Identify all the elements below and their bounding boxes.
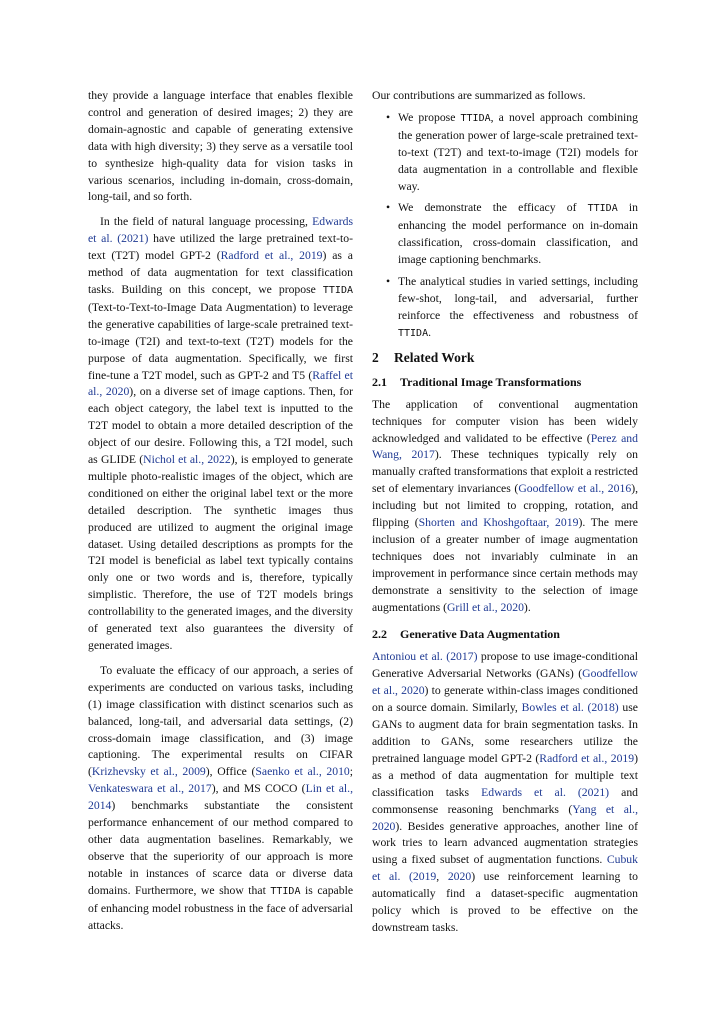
citation-link[interactable]: Raffel et al., 2020 (88, 368, 353, 399)
contributions-list (372, 110, 638, 343)
contributions-intro: Our contributions are summarized as follows. (372, 89, 586, 102)
text-run: ) as a method of data augmentation for text classification tasks. Building on this concept, we propose (88, 249, 353, 296)
list-item (372, 110, 638, 196)
citation-link[interactable]: Bowles et al. (2018) (521, 701, 619, 715)
text-run: propose to use image-conditional Generative Adversarial Networks (GANs) ( (372, 650, 638, 681)
paragraph-nlp-augmentation (88, 214, 353, 655)
method-name: TTIDA (587, 203, 618, 215)
bullet-icon: • (386, 110, 391, 124)
citation-link[interactable]: Edwards et al. (2021) (88, 215, 353, 246)
text-run: To evaluate the efficacy of our approach, a series of experiments are conducted on various tasks, including (1) image classification with distinct scenarios such as balanced, long-tail, and adversarial data settings, (2) cross-domain image classification, and (3) image captioning. The experimental results on CIFAR ( (88, 663, 353, 779)
citation-link[interactable]: Radford et al., 2019 (539, 751, 635, 765)
citation-link[interactable]: Nichol et al., 2022 (143, 453, 231, 467)
subsection-heading-generative (372, 626, 638, 643)
citation-link[interactable]: 2020 (447, 870, 472, 884)
citation-link[interactable]: Radford et al., 2019 (220, 249, 323, 263)
method-name: TTIDA (460, 112, 491, 124)
text-run: ) use reinforcement learning to automatically find a dataset-specific augmentation policy which is proved to be effective on the downstream tasks. (372, 870, 639, 934)
paragraph-intro-list (88, 88, 353, 206)
citation-link[interactable]: Saenko et al., 2010 (255, 765, 350, 779)
text-run: We propose (398, 110, 461, 124)
text-run: (Text-to-Text-to-Image Data Augmentation) to leverage the generative capabilities of large-scale pretrained text-to-image (T2I) and text-to-text (T2T) models for the purpose of data augmentation. Specifically, we first fine-tune a T2T model, such as GPT-2 and T5 ( (88, 300, 353, 382)
list-item (372, 274, 638, 343)
method-name: TTIDA (322, 284, 353, 296)
list-item (372, 200, 638, 269)
text-run: in enhancing the model performance on in-domain classification, cross-domain classification, and image captioning benchmarks. (398, 201, 638, 267)
citation-link[interactable]: Venkateswara et al., 2017 (88, 782, 212, 796)
text-run: , a novel approach combining the generation power of large-scale pretrained text-to-text (T2T) and text-to-image (T2I) models for data augmentation in a controllable and flexible way. (398, 110, 638, 193)
text-run: ; (349, 765, 354, 779)
text-run: ). Besides generative approaches, another line of work tries to learn advanced augmentation strategies using a fixed subset of augmentation functions. (372, 819, 638, 867)
text-run: ), Office ( (205, 765, 256, 779)
citation-link[interactable]: Grill et al., 2020 (446, 600, 524, 614)
bullet-icon: • (386, 201, 391, 215)
citation-link[interactable]: Cubuk et al. (2019 (372, 853, 638, 884)
text-run: , (436, 870, 448, 884)
bullet-icon: • (386, 275, 391, 289)
text-run: ) as a method of data augmentation for multiple text classification tasks (372, 751, 639, 799)
subsection-title: Generative Data Augmentation (400, 627, 560, 642)
paragraph-generative-augmentation (372, 649, 638, 936)
text-run: ). The mere inclusion of a greater number of image augmentation techniques does not invariably culminate in an improvement in performance since certain methods may demonstrate a sensitivity to the selection of image augmentations ( (372, 516, 638, 614)
text-run: ), on a diverse set of image captions. Then, for each object category, the label text is inputted to the T2T model to obtain a more detailed description of the object of our desire. Following this, a T2I model, such as GLIDE ( (88, 385, 353, 467)
text-run: and commonsense reasoning benchmarks ( (372, 785, 639, 816)
text-run: In the field of natural language processing, (100, 215, 313, 229)
citation-link[interactable]: Shorten and Khoshgoftaar, 2019 (418, 516, 579, 530)
right-column (372, 88, 638, 937)
method-name: TTIDA (398, 327, 429, 339)
text-run: We demonstrate the efficacy of (398, 201, 588, 215)
citation-link[interactable]: Antoniou et al. (2017) (372, 650, 478, 664)
citation-link[interactable]: Lin et al., 2014 (88, 782, 353, 813)
citation-link[interactable]: Yang et al., 2020 (372, 802, 639, 833)
text-run: The application of conventional augmentation techniques for computer vision has been widely acknowledged and validated to be effective ( (372, 397, 638, 445)
text-run: is capable of enhancing model robustness in the face of adversarial attacks. (88, 883, 354, 932)
subsection-number: 2.2 (372, 627, 387, 642)
text-run: ), including but not limited to cropping, rotation, and flipping ( (372, 482, 639, 530)
subsection-number: 2.1 (372, 374, 387, 389)
text-run: have utilized the large pretrained text-to-text (T2T) model GPT-2 ( (88, 232, 354, 263)
subsection-title: Traditional Image Transformations (400, 374, 582, 389)
text-run: . (428, 325, 432, 339)
method-name: TTIDA (270, 885, 301, 897)
text-run: ), and MS COCO ( (211, 782, 306, 796)
section-heading-related-work (372, 349, 638, 367)
paragraph-text: they provide a language interface that enables flexible control and generation of desired images; 2) they are domain-agnostic and capable of generating extensive data with high diversity; 3) they serve as a versatile tool to synthesize high-quality data for vision tasks in various scenarios, including in-domain, cross-domain, long-tail, and so forth. (88, 89, 353, 204)
citation-link[interactable]: Goodfellow et al., 2020 (372, 667, 638, 698)
paragraph-traditional-transforms (372, 397, 638, 617)
text-run: ). These techniques typically rely on manually crafted transformations that exploit a restricted set of elementary invariances ( (372, 448, 638, 496)
text-run: ), is employed to generate multiple photo-realistic images of the object, which are conditioned on either the original label text or the more detailed description. The synthetic images thus produced are utilized to augment the original image dataset. Using detailed descriptions as prompts for the T2I model is beneficial as label text typically contains only one or two words and is, therefore, typically simplistic. Therefore, the use of T2T models brings controllability to the generated images, and the diversity of generated text also guarantees the diversity of generated images. (88, 453, 353, 652)
paragraph-evaluation (88, 663, 353, 935)
text-run: ). (523, 600, 531, 614)
text-run: ) benchmarks substantiate the consistent performance enhancement of our method compared to other data augmentation baselines. Remarkably, we observe that the superiority of our approach is more notable in instances of scarce data or diverse data domains. Furthermore, we show that (88, 799, 353, 897)
citation-link[interactable]: Krizhevsky et al., 2009 (91, 765, 206, 779)
citation-link[interactable]: Perez and Wang, 2017 (372, 431, 638, 462)
text-run: ) to generate within-class images conditioned on a source domain. Similarly, (372, 684, 638, 715)
section-title: Related Work (394, 349, 475, 365)
text-run: The analytical studies in varied settings, including few-shot, long-tail, and adversarial, further reinforce the effectiveness and robustness of (398, 275, 638, 322)
subsection-heading-traditional (372, 374, 638, 391)
citation-link[interactable]: Goodfellow et al., 2016 (518, 482, 632, 496)
left-column (88, 88, 353, 934)
text-run: use GANs to augment data for brain segmentation tasks. In addition to GANs, some researchers utilize the pretrained language model GPT-2 ( (372, 701, 638, 765)
section-number: 2 (372, 349, 379, 365)
citation-link[interactable]: Edwards et al. (2021) (481, 785, 610, 799)
